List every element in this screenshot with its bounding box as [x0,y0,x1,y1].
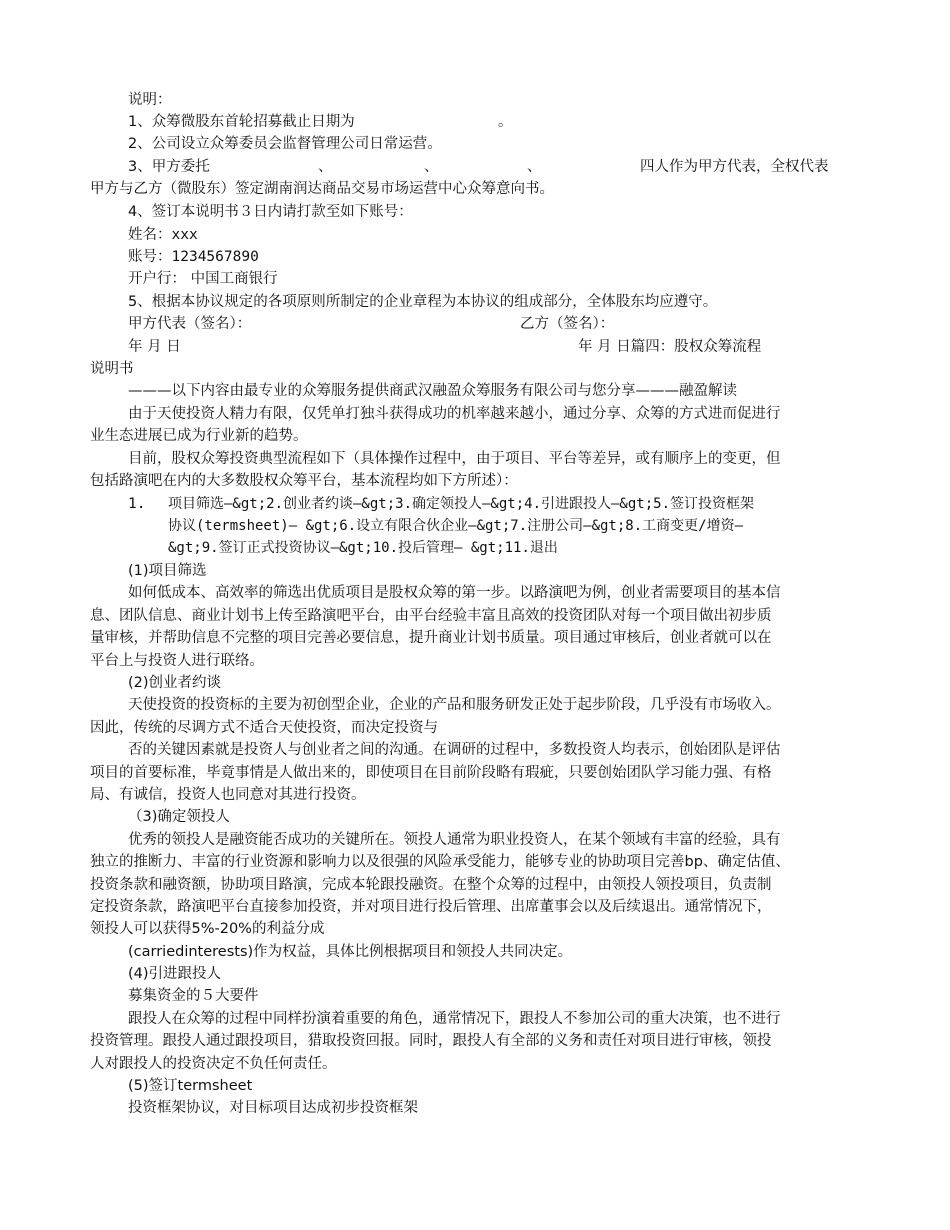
flow-list-line: 协议(termsheet)— &gt;6.设立有限合伙企业—&gt;7.注册公司—&gt;8.工商变更/增资— [168,518,744,534]
paragraph-line: 业生态进展已成为行业新的趋势。 [90,428,308,444]
section-heading: (1)项目筛选 [128,563,207,579]
paragraph-line: 投资条款和融资额，协助项目路演，完成本轮跟投融资。在整个众筹的过程中，由领投人领投项目，负责制 [90,877,772,893]
paragraph-line: 量审核，并帮助信息不完整的项目完善必要信息，提升商业计划书质量。项目通过审核后，创业者就可以在 [90,630,772,646]
intro-item-3-b: 四人作为甲方代表，全权代表 [640,159,829,175]
paragraph-line: 包括路演吧在内的大多数股权众筹平台，基本流程均如下方所述）： [90,473,518,489]
paragraph-line: 领投人可以获得5%-20%的利益分成 [90,921,325,937]
share-line: ———以下内容由最专业的众筹服务提供商武汉融盈众筹服务有限公司与您分享———融盈解读 [128,383,737,399]
party-a-signature: 甲方代表（签名）： [128,316,252,332]
paragraph-line: 优秀的领投人是融资能否成功的关键所在。领投人通常为职业投资人，在某个领域有丰富的经验，具有 [128,832,781,848]
intro-item-3: 3、甲方委托 [128,159,210,175]
intro-item-3-cont: 甲方与乙方（微股东）签定湖南润达商品交易市场运营中心众筹意向书。 [90,181,554,197]
section-subheading: 募集资金的５大要件 [128,988,259,1004]
intro-item-5: 5、根据本协议规定的各项原则所制定的企业章程为本协议的组成部分，全体股东均应遵守。 [128,294,718,310]
paragraph-line: 项目的首要标准，毕竟事情是人做出来的，即使项目在目前阶段略有瑕疵，只要创始团队学习能力强、有格 [90,765,772,781]
paragraph-line: 天使投资的投资标的主要为初创型企业，企业的产品和服务研发正处于起步阶段，几乎没有市场收入。 [128,697,781,713]
section-heading: （3)确定领投人 [128,809,230,825]
section-heading: (2)创业者约谈 [128,675,222,691]
flow-list-line: 项目筛选—&gt;2.创业者约谈—&gt;3.确定领投人—&gt;4.引进跟投人—&gt;5.签订投资框架 [168,496,755,512]
party-a-date: 年 月 日 [128,339,181,355]
paragraph-line: 局、有诚信，投资人也同意对其进行投资。 [90,787,366,803]
section-title-cont: 说明书 [90,361,134,377]
intro-item-3-sep: 、 [527,159,542,175]
intro-item-4: 4、签订本说明书３日内请打款至如下账号： [128,204,413,220]
paragraph-line: (carriedinterests)作为权益，具体比例根据项目和领投人共同决定。 [128,944,573,960]
intro-item-2: 2、公司设立众筹委员会监督管理公司日常运营。 [128,136,442,152]
intro-heading: 说明： [128,92,172,108]
paragraph-line: 投资框架协议，对目标项目达成初步投资框架 [128,1100,418,1116]
section-heading: (5)签订termsheet [128,1078,253,1094]
paragraph-line: 平台上与投资人进行联络。 [90,653,264,669]
account-number: 账号：1234567890 [128,249,259,265]
section-heading: (4)引进跟投人 [128,966,222,982]
paragraph-line: 定投资条款，路演吧平台直接参加投资，并对项目进行投后管理、出席董事会以及后续退出。通常情况下， [90,899,772,915]
account-bank: 开户行： 中国工商银行 [128,271,278,287]
list-number: 1. [128,496,146,512]
party-b-date-section-title: 年 月 日篇四：股权众筹流程 [578,339,762,355]
paragraph-line: 人对跟投人的投资决定不负任何责任。 [90,1056,337,1072]
paragraph-line: 投资管理。跟投人通过跟投项目，猎取投资回报。同时，跟投人有全部的义务和责任对项目进行审核，领投 [90,1033,772,1049]
intro-item-1: 1、众筹微股东首轮招募截止日期为 [128,114,355,130]
party-b-signature: 乙方（签名）： [520,316,615,332]
intro-item-3-sep: 、 [318,159,333,175]
paragraph-line: 目前，股权众筹投资典型流程如下（具体操作过程中，由于项目、平台等差异，或有顺序上的变更，但 [128,451,781,467]
paragraph-line: 息、团队信息、商业计划书上传至路演吧平台，由平台经验丰富且高效的投资团队对每一个项目做出初步质 [90,608,772,624]
paragraph-line: 因此，传统的尽调方式不适合天使投资，而决定投资与 [90,720,438,736]
paragraph-line: 否的关键因素就是投资人与创业者之间的沟通。在调研的过程中，多数投资人均表示，创始团队是评估 [128,742,781,758]
intro-item-1-end: 。 [498,114,513,130]
paragraph-line: 如何低成本、高效率的筛选出优质项目是股权众筹的第一步。以路演吧为例，创业者需要项目的基本信 [128,585,781,601]
flow-list-line: &gt;9.签订正式投资协议—&gt;10.投后管理— &gt;11.退出 [168,540,558,556]
intro-item-3-sep: 、 [424,159,439,175]
paragraph-line: 由于天使投资人精力有限，仅凭单打独斗获得成功的机率越来越小，通过分享、众筹的方式进而促进行 [128,406,781,422]
account-name: 姓名：xxx [128,227,198,243]
paragraph-line: 独立的推断力、丰富的行业资源和影响力以及很强的风险承受能力，能够专业的协助项目完善bp、确定估值、 [90,854,790,870]
paragraph-line: 跟投人在众筹的过程中同样扮演着重要的角色，通常情况下，跟投人不参加公司的重大决策，也不进行 [128,1011,781,1027]
